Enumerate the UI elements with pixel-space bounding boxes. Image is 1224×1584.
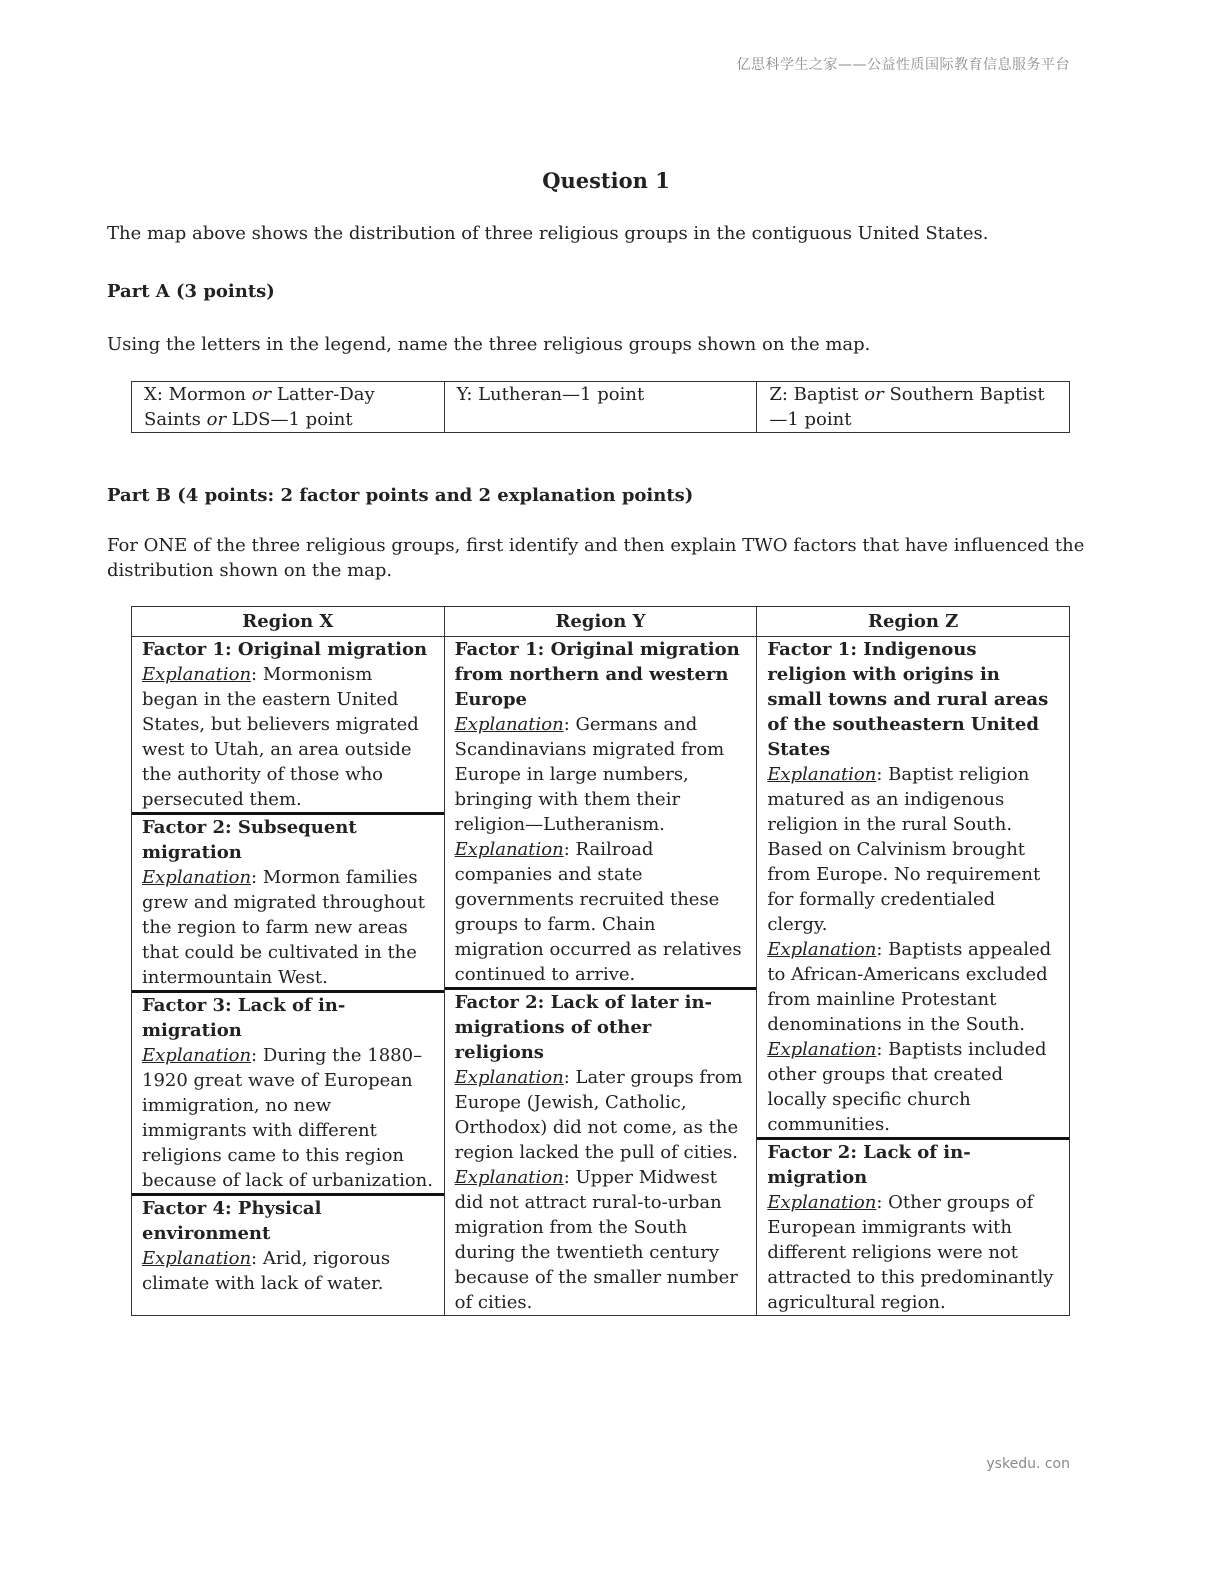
explanation-text: Upper Midwest did not attract rural-to-urban migration from the South during the twentieth century because of the smaller number of cities. <box>454 1167 738 1313</box>
factor-title: Factor 1: Indigenous religion with origins in small towns and rural areas of the southeastern United States <box>767 639 1049 760</box>
explanation-label: Explanation <box>767 1039 877 1060</box>
part-b-factor-table <box>131 606 1070 1316</box>
explanation: Explanation: Railroad companies and state governments recruited these groups to farm. Chain migration occurred as relatives continued to arrive. <box>454 839 742 985</box>
explanation: Explanation: Baptist religion matured as an indigenous religion in the rural South. Based on Calvinism brought from Europe. No requirement for formally credentialed clergy. <box>767 764 1041 935</box>
answer-x-text: X: Mormon <box>144 384 252 405</box>
part-b-heading: Part B (4 points: 2 factor points and 2 explanation points) <box>107 485 694 506</box>
factor-block <box>757 1140 1069 1315</box>
region-z-header: Region Z <box>757 607 1070 637</box>
explanation-label: Explanation <box>142 1045 252 1066</box>
part-a-answer-table <box>131 381 1070 433</box>
factor-title: Factor 1: Original migration from northern and western Europe <box>454 639 740 710</box>
explanation: Explanation: Other groups of European immigrants with different religions were not attracted to this predominantly agricultural region. <box>767 1192 1054 1313</box>
explanation-label: Explanation <box>767 939 877 960</box>
factor-table-body-row <box>132 637 1070 1316</box>
explanation-label: Explanation <box>767 1192 877 1213</box>
answer-cell-x <box>132 382 445 433</box>
footer-watermark: yskedu. con <box>986 1456 1070 1472</box>
explanation-label: Explanation <box>142 664 252 685</box>
factor-title: Factor 4: Physical environment <box>142 1198 322 1244</box>
explanation-label: Explanation <box>454 714 564 735</box>
answer-x-text: LDS—1 point <box>226 409 353 430</box>
explanation: Explanation: Germans and Scandinavians migrated from Europe in large numbers, bringing with them their religion—Lutheranism. <box>454 714 725 835</box>
factor-block <box>132 993 444 1196</box>
explanation: Explanation: Later groups from Europe (Jewish, Catholic, Orthodox) did not come, as the region lacked the pull of cities. <box>454 1067 743 1163</box>
factor-title: Factor 1: Original migration <box>142 639 428 660</box>
answer-cell-y <box>444 382 757 433</box>
answer-z-or: or <box>864 384 884 405</box>
part-a-prompt: Using the letters in the legend, name the three religious groups shown on the map. <box>107 334 871 355</box>
explanation: Explanation: Baptists appealed to African-Americans excluded from mainline Protestant denominations in the South. <box>767 939 1052 1035</box>
explanation-text: Mormon families grew and migrated throughout the region to farm new areas that could be cultivated in the intermountain West. <box>142 867 425 988</box>
factor-block <box>445 637 757 990</box>
region-x-header: Region X <box>132 607 445 637</box>
answer-x-or: or <box>206 409 227 430</box>
explanation-label: Explanation <box>454 1167 564 1188</box>
explanation-text: During the 1880–1920 great wave of European immigration, no new immigrants with different religions came to this region because of lack of urbanization. <box>142 1045 433 1191</box>
header-watermark: 亿思科学生之家——公益性质国际教育信息服务平台 <box>736 57 1070 73</box>
factor-block <box>132 637 444 815</box>
explanation: Explanation: Arid, rigorous climate with lack of water. <box>142 1248 391 1294</box>
region-y-column <box>444 637 757 1316</box>
factor-block <box>132 1196 444 1296</box>
explanation-text: Baptists appealed to African-Americans excluded from mainline Protestant denominations in the South. <box>767 939 1052 1035</box>
region-x-column <box>132 637 445 1316</box>
explanation-text: Baptist religion matured as an indigenous religion in the rural South. Based on Calvinism brought from Europe. No requirement for formally credentialed clergy. <box>767 764 1041 935</box>
region-z-column <box>757 637 1070 1316</box>
part-a-answer-row <box>132 382 1070 433</box>
explanation-label: Explanation <box>142 867 252 888</box>
factor-title: Factor 2: Subsequent migration <box>142 817 357 863</box>
factor-title: Factor 3: Lack of in-migration <box>142 995 346 1041</box>
explanation: Explanation: During the 1880–1920 great wave of European immigration, no new immigrants with different religions came to this region because of lack of urbanization. <box>142 1045 433 1191</box>
explanation-text: Germans and Scandinavians migrated from Europe in large numbers, bringing with them their religion—Lutheranism. <box>454 714 725 835</box>
explanation-text: Railroad companies and state governments recruited these groups to farm. Chain migration occurred as relatives continued to arrive. <box>454 839 742 985</box>
factor-block <box>132 815 444 993</box>
answer-y-text: Y: Lutheran—1 point <box>456 384 645 405</box>
explanation-text: Mormonism began in the eastern United States, but believers migrated west to Utah, an area outside the authority of those who persecuted them. <box>142 664 419 810</box>
answer-x-or: or <box>251 384 272 405</box>
explanation: Explanation: Upper Midwest did not attract rural-to-urban migration from the South during the twentieth century because of the smaller number of cities. <box>454 1167 738 1313</box>
explanation-label: Explanation <box>454 1067 564 1088</box>
explanation-label: Explanation <box>454 839 564 860</box>
explanation-text: Other groups of European immigrants with different religions were not attracted to this predominantly agricultural region. <box>767 1192 1054 1313</box>
answer-z-text: Southern Baptist—1 point <box>769 384 1045 430</box>
explanation-label: Explanation <box>767 764 877 785</box>
answer-z-text: Z: Baptist <box>769 384 865 405</box>
part-b-prompt: For ONE of the three religious groups, first identify and then explain TWO factors that have influenced the distribution shown on the map. <box>107 535 1085 581</box>
explanation-text: Baptists included other groups that created locally specific church communities. <box>767 1039 1047 1135</box>
intro-text: The map above shows the distribution of three religious groups in the contiguous United States. <box>107 223 989 244</box>
answer-cell-z <box>757 382 1070 433</box>
explanation: Explanation: Baptists included other groups that created locally specific church communities. <box>767 1039 1047 1135</box>
explanation: Explanation: Mormon families grew and migrated throughout the region to farm new areas that could be cultivated in the intermountain West. <box>142 867 425 988</box>
region-y-header: Region Y <box>444 607 757 637</box>
factor-title: Factor 2: Lack of in-migration <box>767 1142 971 1188</box>
explanation-text: Later groups from Europe (Jewish, Catholic, Orthodox) did not come, as the region lacked the pull of cities. <box>454 1067 743 1163</box>
explanation-text: Arid, rigorous climate with lack of water. <box>142 1248 391 1294</box>
answer-x-text: Latter-Day Saints <box>144 384 375 430</box>
explanation-label: Explanation <box>142 1248 252 1269</box>
page-title: Question 1 <box>542 168 670 193</box>
factor-table-header-row <box>132 607 1070 637</box>
part-a-heading: Part A (3 points) <box>107 281 275 302</box>
factor-block <box>445 990 757 1315</box>
factor-block <box>757 637 1069 1140</box>
explanation: Explanation: Mormonism began in the eastern United States, but believers migrated west to Utah, an area outside the authority of those who persecuted them. <box>142 664 419 810</box>
factor-title: Factor 2: Lack of later in-migrations of other religions <box>454 992 713 1063</box>
